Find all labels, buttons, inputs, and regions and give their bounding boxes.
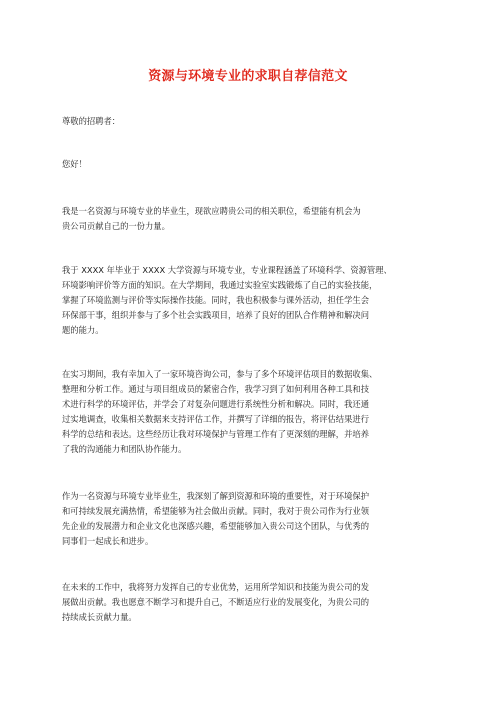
paragraph-4-line-3: 先企业的发展潜力和企业文化也深感兴趣，希望能够加入贵公司这个团队，与优秀的 [62,521,369,531]
paragraph-3-line-3: 术进行科学的环境评估，并学会了对复杂问题进行系统性分析和解决。同时，我还通 [62,399,369,409]
paragraph-2-line-2: 环境影响评价等方面的知识。在大学期间，我通过实验室实践锻炼了自己的实验技能， [62,280,378,290]
document-title: 资源与环境专业的求职自荐信范文 [148,69,348,84]
paragraph-3-line-6: 了我的沟通能力和团队协作能力。 [62,444,187,454]
paragraph-2-line-1: 我于 XXXX 年毕业于 XXXX 大学资源与环境专业，专业课程涵盖了环境科学、资源管理、 [62,265,392,275]
paragraph-2-line-3: 掌握了环境监测与评价等实际操作技能。同时，我也积极参与课外活动，担任学生会 [62,295,369,305]
paragraph-3-line-2: 整理和分析工作。通过与项目组成员的紧密合作，我学习到了如何利用各种工具和技 [62,384,369,394]
paragraph-3-line-1: 在实习期间，我有幸加入了一家环境咨询公司，参与了多个环境评估项目的数据收集、 [62,369,378,379]
paragraph-4-line-4: 同事们一起成长和进步。 [62,536,154,546]
greeting: 您好！ [62,159,87,169]
paragraph-5-line-3: 持续成长贡献力量。 [62,612,137,622]
paragraph-3-line-5: 科学的总结和表达。这些经历让我对环境保护与管理工作有了更深刻的理解，并培养 [62,429,369,439]
salutation: 尊敬的招聘者： [62,116,121,126]
paragraph-4-line-2: 和可持续发展充满热情，希望能够为社会做出贡献。同时，我对于贵公司作为行业领 [62,506,369,516]
paragraph-1-line-2: 贵公司贡献自己的一份力量。 [62,221,170,231]
paragraph-5-line-1: 在未来的工作中，我将努力发挥自己的专业优势，运用所学知识和技能为贵公司的发 [62,582,369,592]
paragraph-3-line-4: 过实地调查，收集相关数据来支持评估工作，并撰写了详细的报告，将评估结果进行 [62,414,369,424]
paragraph-1-line-1: 我是一名资源与环境专业的毕业生，现欲应聘贵公司的相关职位，希望能有机会为 [62,206,361,216]
paragraph-2-line-4: 环保部干事，组织并参与了多个社会实践项目，培养了良好的团队合作精神和解决问 [62,310,369,320]
paragraph-4-line-1: 作为一名资源与环境专业毕业生，我深刻了解到资源和环境的重要性，对于环境保护 [62,491,369,501]
paragraph-2-line-5: 题的能力。 [62,325,104,335]
paragraph-5-line-2: 展做出贡献。我也愿意不断学习和提升自己，不断适应行业的发展变化，为贵公司的 [62,597,369,607]
